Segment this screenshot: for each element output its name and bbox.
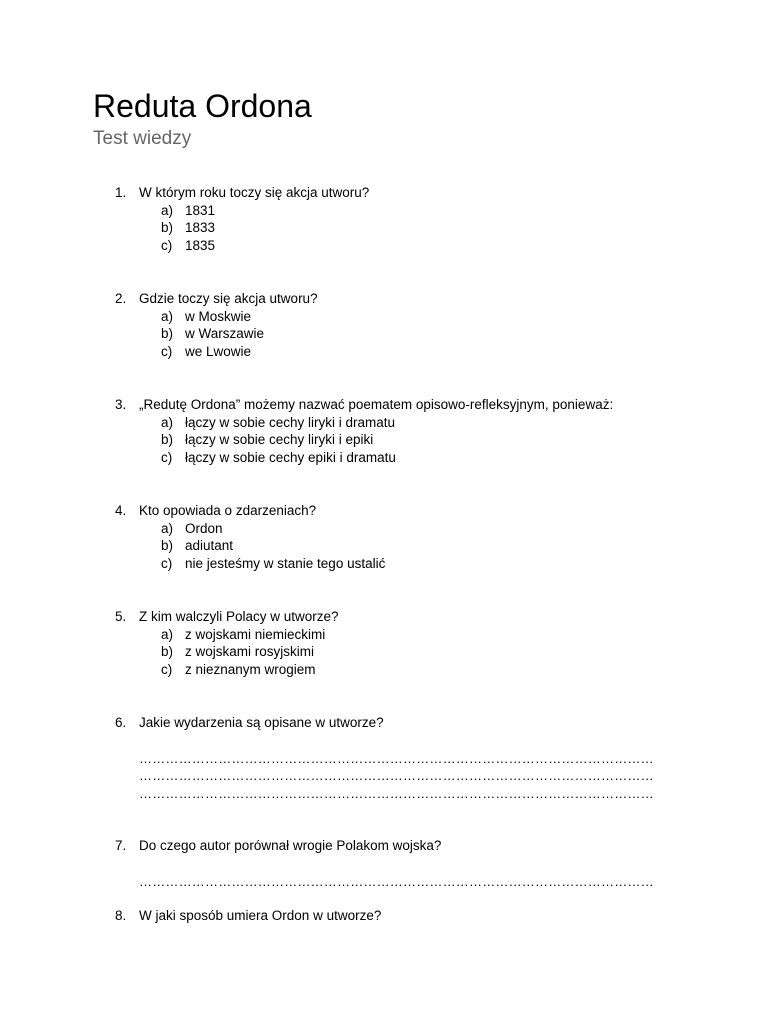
- option-text: łączy w sobie cechy epiki i dramatu: [185, 449, 396, 465]
- question-7: [115, 837, 675, 890]
- question-5: [115, 608, 675, 678]
- question-text: „Redutę Ordona” możemy nazwać poematem opisowo-refleksyjnym, ponieważ:: [139, 397, 614, 412]
- option-text: z wojskami rosyjskimi: [185, 644, 315, 660]
- option-letter: b): [161, 326, 174, 342]
- question-text: Jakie wydarzenia są opisane w utworze?: [139, 715, 384, 730]
- question-number: 1.: [115, 185, 127, 200]
- option-letter: b): [161, 220, 174, 236]
- question-line: [115, 396, 715, 414]
- option-letter: c): [161, 237, 173, 253]
- option-text: w Moskwie: [185, 308, 252, 324]
- question-text: W którym roku toczy się akcja utworu?: [139, 185, 370, 200]
- option-letter: c): [161, 343, 173, 359]
- option-text: łączy w sobie cechy liryki i epiki: [185, 432, 374, 448]
- document-title: Reduta Ordona: [93, 88, 312, 124]
- question-number: 8.: [115, 908, 127, 923]
- question-1: [115, 184, 675, 254]
- question-number: 6.: [115, 715, 127, 730]
- document-subtitle: Test wiedzy: [93, 128, 192, 149]
- question-number: 5.: [115, 609, 127, 624]
- question-3: [115, 396, 715, 466]
- answer-option: [115, 343, 675, 361]
- answer-option: [115, 308, 675, 326]
- answer-option: [115, 325, 675, 343]
- answer-option: [115, 626, 675, 644]
- option-letter: a): [161, 520, 174, 536]
- option-text: adiutant: [185, 538, 234, 554]
- option-letter: c): [161, 449, 173, 465]
- option-text: z nieznanym wrogiem: [185, 661, 316, 677]
- option-letter: b): [161, 644, 174, 660]
- answer-option: [115, 449, 715, 467]
- option-text: 1833: [185, 220, 216, 236]
- question-line: [115, 184, 675, 202]
- answer-line[interactable]: ………………………………………………………………………………………………………: [139, 873, 654, 889]
- answer-option: [115, 555, 675, 573]
- answer-option: [115, 643, 675, 661]
- answer-option: [115, 237, 675, 255]
- option-letter: b): [161, 538, 174, 554]
- option-text: 1835: [185, 237, 216, 253]
- option-letter: c): [161, 661, 173, 677]
- answer-option: [115, 431, 715, 449]
- question-6: [115, 714, 675, 802]
- answer-option: [115, 520, 675, 538]
- question-text: Do czego autor porównał wrogie Polakom wojska?: [139, 838, 442, 853]
- answer-line[interactable]: ………………………………………………………………………………………………………: [139, 768, 654, 784]
- option-text: z wojskami niemieckimi: [185, 626, 326, 642]
- option-text: w Warszawie: [185, 326, 265, 342]
- option-letter: c): [161, 555, 173, 571]
- answer-line[interactable]: ………………………………………………………………………………………………………: [139, 750, 654, 766]
- question-2: [115, 290, 675, 360]
- option-text: Ordon: [185, 520, 223, 536]
- option-text: łączy w sobie cechy liryki i dramatu: [185, 414, 396, 430]
- answer-option: [115, 219, 675, 237]
- answer-line[interactable]: ………………………………………………………………………………………………………: [139, 785, 654, 801]
- option-letter: a): [161, 202, 174, 218]
- option-text: we Lwowie: [185, 343, 252, 359]
- question-line: [115, 502, 675, 520]
- option-letter: a): [161, 414, 174, 430]
- option-letter: a): [161, 626, 174, 642]
- question-4: [115, 502, 675, 572]
- option-letter: b): [161, 432, 174, 448]
- question-number: 2.: [115, 291, 127, 306]
- question-line: [115, 290, 675, 308]
- question-line: [115, 837, 675, 855]
- question-text: Z kim walczyli Polacy w utworze?: [139, 609, 339, 624]
- question-text: Kto opowiada o zdarzeniach?: [139, 503, 317, 518]
- question-number: 3.: [115, 397, 127, 412]
- answer-option: [115, 414, 715, 432]
- question-number: 7.: [115, 838, 127, 853]
- question-line: [115, 608, 675, 626]
- answer-option: [115, 661, 675, 679]
- question-line: [115, 907, 675, 925]
- answer-option: [115, 202, 675, 220]
- answer-option: [115, 537, 675, 555]
- question-text: Gdzie toczy się akcja utworu?: [139, 291, 318, 306]
- option-letter: a): [161, 308, 174, 324]
- question-8: [115, 907, 675, 925]
- question-number: 4.: [115, 503, 127, 518]
- question-line: [115, 714, 675, 732]
- question-text: W jaki sposób umiera Ordon w utworze?: [139, 908, 382, 923]
- option-text: nie jesteśmy w stanie tego ustalić: [185, 555, 386, 571]
- option-text: 1831: [185, 202, 216, 218]
